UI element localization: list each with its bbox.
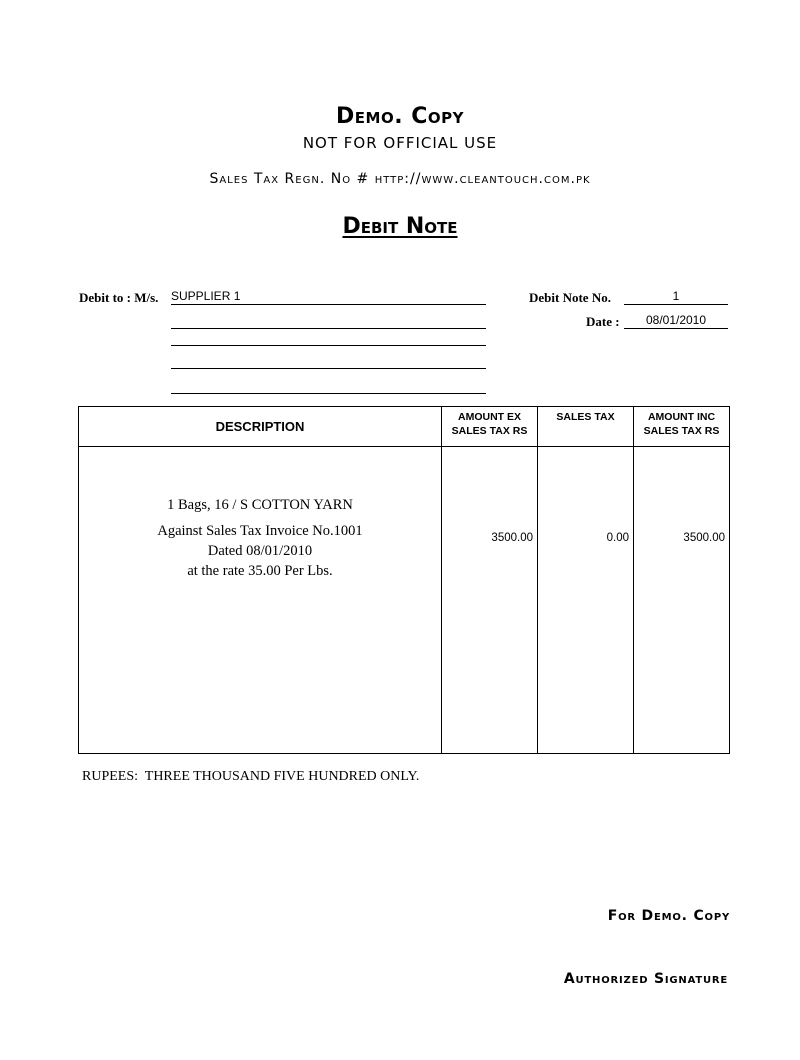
invoice-date: Dated 08/01/2010 (207, 543, 313, 559)
authorized-signature-label: Authorized Signature (563, 971, 728, 987)
supplier-name-field: SUPPLIER 1 (171, 288, 486, 305)
description-header: DESCRIPTION (79, 407, 442, 447)
address-line-1 (171, 312, 486, 329)
amount-inc-cell: 3500.00 (634, 447, 730, 754)
document-subtitle: NOT FOR OFFICIAL USE (302, 134, 498, 152)
item-description: 1 Bags, 16 / S COTTON YARN (167, 497, 353, 513)
date-label: Date : (586, 314, 620, 329)
description-cell (79, 447, 442, 754)
sales-tax-cell: 0.00 (538, 447, 634, 754)
amount-in-words: RUPEES: THREE THOUSAND FIVE HUNDRED ONLY. (82, 769, 420, 784)
sales-tax-header: SALES TAX (538, 407, 634, 447)
address-line-4 (171, 377, 486, 394)
item-rate: at the rate 35.00 Per Lbs. (187, 563, 333, 579)
debit-note-date: 08/01/2010 (624, 312, 728, 329)
amount-ex-cell: 3500.00 (442, 447, 538, 754)
sales-tax-registration-line: Sales Tax Regn. No # http://www.cleantouch.com.pk (209, 171, 591, 187)
debit-note-number: 1 (624, 288, 728, 305)
items-table (78, 406, 730, 754)
company-title: Demo. Copy (336, 104, 464, 129)
amount-inc-header: AMOUNT INC SALES TAX RS (634, 407, 730, 447)
document-title: Debit Note (342, 214, 458, 239)
invoice-reference: Against Sales Tax Invoice No.1001 (157, 523, 363, 539)
table-row (79, 447, 730, 754)
debit-note-number-label: Debit Note No. (529, 290, 611, 305)
address-line-2 (171, 329, 486, 346)
amount-ex-header: AMOUNT EX SALES TAX RS (442, 407, 538, 447)
address-line-3 (171, 352, 486, 369)
table-header-row (79, 407, 730, 447)
for-company-line: For Demo. Copy (607, 908, 730, 924)
debit-to-label: Debit to : M/s. (79, 290, 159, 305)
